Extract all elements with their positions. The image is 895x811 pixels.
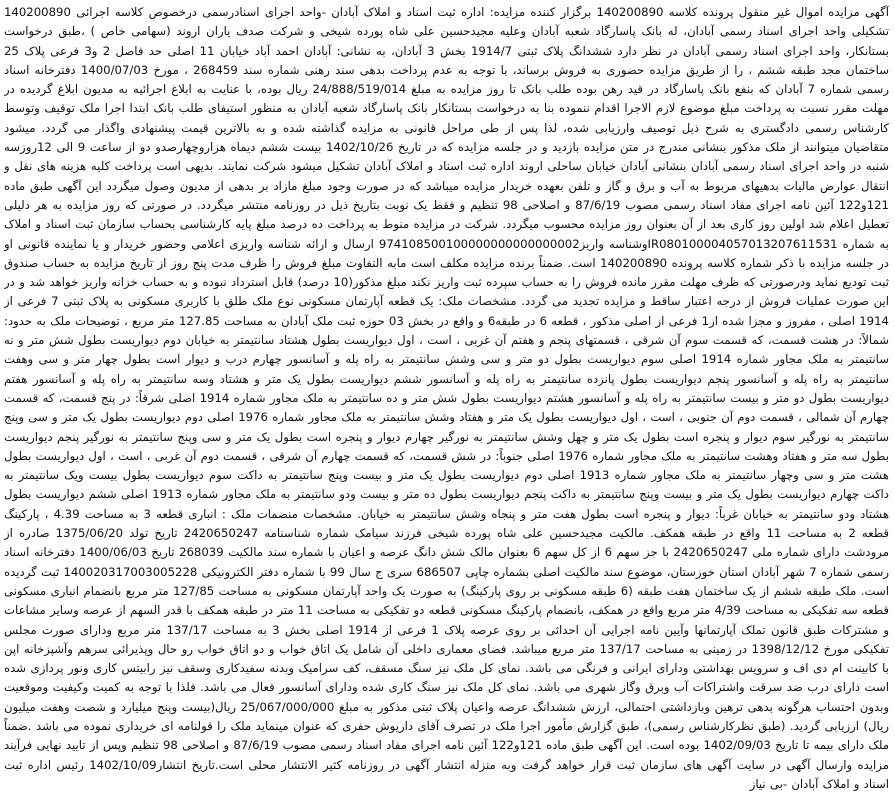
auction-notice-text: آگهی مزایده اموال غیر منقول پرونده کلاسه 140200890 برگزار کننده مزایده: اداره ثبت اسناد و املاک آبادان -واحد اجرای اسنادرسمی درخصوص کلاسه اجرائی 140200890 تشکیلی واحد اجرای اسناد رسمی آبادان، له بانک پاسارگاد شعبه آبادان وعلیه مجیدحسین علی شاه پورده شیخی و شرکت صدف یاران اروند (سهامی خاص ) ،طبق درخواست بستانکار، واحد اجرای اسناد رسمی آبادان در نظر دارد ششدانگ پلاک ثبتی 1914/7 بخش 3 آبادان، به نشانی: آبادان احمد آباد خیابان 11 اصلی حد فاصل 2 و3 فرعی پلاک 25 ساختمان مجد طبقه ششم ، را از طریق مزایده حضوری به فروش برساند، با توجه به عدم پرداخت بدهی سند رهنی شماره سند 268459 ، مورخ 1400/07/03 دفترخانه اسناد رسمی شماره 7 آبادان که بنفع بانک پاسارگاد در قید رهن بوده طلب بانک تا روز مزایده به مبلغ 24/888/519/014 ریال بوده، با عنایت به ابلاغ اجرائیه به مدیون ابلاغ گردیده در مهلت مقرر نسبت به پرداخت مبلغ موضوع لازم الاجرا اقدام ننموده بنا به درخواست بستانکار بانک پاسارگاد شعبه آبادان به منظور استیفای طلب بانک ابتدا اجرا ملک توقیف وتوسط کارشناس رسمی دادگستری به شرح ذیل توصیف وارزیابی شده، لذا پس از طی مراحل قانونی به مزایده گذاشته شده و به بالاترین قیمت پیشنهادی واگذار می گردد. میشود متقاضیان میتوانند از ملک مذکور بنشانی مندرج در متن مزایده بازدید و در جلسه مزایده که در تاریخ 1402/10/26 بیست ششم دیماه هزاروچهارصدو دو از ساعت 9 الی 12روزسه شنبه در واحد اجرای اسناد رسمی آبادان بنشانی آبادان خیابان ساحلی اروند اداره ثبت اسناد و املاک آبادان تشکیل میشود شرکت نمایند. بدیهی است پرداخت کلیه هزینه های نقل و انتقال عوارض مالیات بدهیهای مربوط به آب و برق و گاز و تلفن بعهده خریدار مزایده میباشد که در صورت وجود مبلغ مازاد بر بدهی از مدیون وصول میگردد این آگهی طبق ماده 121و122 آئین نامه اجرای مفاد اسناد رسمی مصوب 87/6/19 و اصلاحی 98 تنظیم و فقط یک نوبت بتاریخ ذیل در روزنامه منتشر میگردد. در صورتی که روز مزایده به هر دلیلی تعطیل اعلام شد اولین روز کاری بعد از آن بعنوان روز مزایده محسوب میگردد. شرکت در مزایده منوط به پرداخت ده درصد مبلغ پایه کارشناسی بحساب سازمان ثبت اسناد و املاک به شماره IR080100004057013207611531وشناسه واریز974108500100000000000000002 ارسال و ارائه شناسه واریزی اعلامی وحضور خریدار و یا نماینده قانونی او در جلسه مزایده با ذکر شماره کلاسه پرونده 140200890 است. ضمناً برنده مزایده مکلف است مابه التفاوت مبلغ فروش را ظرف مدت پنج روز از تاریخ مزایده به حساب صندوق ثبت تودیع نماید ودرصورتی که ظرف مهلت مقرر مانده فروش را به حساب سپرده ثبت واریز نکند مبلغ مذکور(10 درصد) قابل استرداد نبوده و به حساب خزانه واریز خواهد شد و در این صورت عملیات فروش از درجه اعتبار ساقط و مزایده تجدید می گردد. مشخصات ملک: یک قطعه آپارتمان مسکونی نوع ملک طلق با کاربری مسکونی به پلاک ثبتی 7 فرعی از 1914 اصلی ، مفروز و مجزا شده از1 فرعی از اصلی مذکور ، قطعه 6 در طبقه6 و واقع در بخش 03 حوزه ثبت ملک آبادان به مساحت 127.85 متر مربع ، توضیحات ملک به حدود: شمالاً: در هشت قسمت، که قسمت سوم آن شرقی ، قسمتهای پنجم و هفتم آن غربی ، است ، اول دیواریست بطول هشتاد سانتیمتر به خیابان دوم دیواریست بطول شش متر و نه سانتیمتر به ملک مجاور شماره 1914 اصلی سوم دیواریست بطول دو متر و سی وشش سانتیمتر به راه پله و آسانسور چهارم درب و دیوار است بطول چهار متر و سی وهفت سانتیمتر به راه پله و آسانسور پنجم دیواریست بطول پانزده سانتیمتر به راه پله و آسانسور ششم دیواریست بطول یک متر و هشتاد وسه سانتیمتر به راه پله و آسانسور هفتم دیواریست بطول دو متر و بیست سانتیمتر به راه پله و آسانسور هشتم دیواریست بطول شش متر و ده سانتیمتر به ملک مجاور شماره 1914 اصلی شرقاً: در پنج قسمت، که قسمت چهارم آن شمالی ، قسمت دوم آن جنوبی ، است ، اول دیواریست بطول یک متر و هفتاد وشش سانتیمتر به ملک مجاور شماره 1976 اصلی دوم دیواریست بطول یک متر و سی وپنج سانتیمتر به نورگیر سوم دیوار و پنجره است بطول یک متر و چهل وشش سانتیمتر به نورگیر چهارم دیوار و پنجره است بطول یک متر و سی وپنج سانتیمتر به نورگیر پنجم دیواریست بطول سه متر و هفتاد وهشت سانتیمتر به ملک مجاور شماره 1976 اصلی جنوباً: در شش قسمت، که قسمت چهارم آن شرقی ، قسمت دوم آن غربی ، است ، اول دیواریست بطول هشت متر و سی وچهار سانتیمتر به ملک مجاور شماره 1913 اصلی دوم دیواریست بطول یک متر و بیست وپنج سانتیمتر به داکت سوم دیواریست بطول بیست ویک سانتیمتر به داکت چهارم دیواریست بطول یک متر و بیست وپنج سانتیمتر به داکت پنجم دیواریست بطول ده متر و بیست ودو سانتیمتر به ملک مجاور شماره 1913 اصلی ششم دیواریست بطول هشتاد ودو سانتیمتر به خیابان غرباً: دیوار و پنجره است بطول هفت متر و پنجاه وشش سانتیمتر به خیابان. مشخصات منضمات ملک : انباری قطعه 3 به مساحت 4.39 ، پارکینگ قطعه 2 به مساحت 11 واقع در طبقه همکف. مالکیت مجیدحسین علی شاه پورده شیخی فرزند سیامک شماره شناسنامه 2420650247 تاریخ تولد 1375/06/20 صادره از مرودشت دارای شماره ملی 2420650247 با جز سهم 6 از کل سهم 6 بعنوان مالک شش دانگ عرصه و اعیان با شماره سند مالکیت 268039 تاریخ 1400/06/03 دفترخانه اسناد رسمی شماره 7 شهر آبادان استان خوزستان، موضوع سند مالکیت اصلی بشماره چاپی 686507 سری ج سال 99 با شماره دفتر الکترونیکی 140020317003005228 ثبت گردیده است. ملک طبقه ششم از یک ساختمان هفت طبقه (6 طبقه مسکونی بر روی پارکینگ) به صورت یک واحد آپارتمان مسکونی به مساحت 127/85 متر مربع بانضمام انباری مسکونی قطعه سه تفکیکی به مساحت 4/39 متر مربع واقع در همکف، بانضمام پارکینگ مسکونی قطعه دو تفکیکی به مساحت 11 متر در طبقه همکف با قدر السهم از عرصه وسایر مشاعات و مشترکات طبق قانون تملک آپارتمانها وآیین نامه اجرایی آن احداثی بر روی عرصه پلاک 1 فرعی از 1914 اصلی بخش 3 به مساحت 137/17 متر مربع ودارای صورت مجلس تفکیکی مورخ 1398/12/12 در زمینی به مساحت 137/17 متر مربع میباشد. فضای معماری داخلی آن شامل یک اتاق خواب و دو اتاق خواب رو حال وپذیرائی سرهم وآشپزخانه اپن با کابینت ام دی اف و سرویس بهداشتی ودارای ایرانی و فرنگی می باشد. نمای کل ملک نیز سنگ مسقف، کف سرامیک وبدنه سفیدکاری وسقف نیز رابیتس کاری ونور پردازی شده است دارای درب ضد سرقت واشتراکات آب وبرق وگاز شهری می باشد. نمای کل ملک نیز سنگ کاری شده ودارای آسانسور فعال می باشد. فلذا با توجه به کمیت وکیفیت وموقعیت وبدون احتساب هرگونه بدهی ترهین وبازداشتی احتمالی، ارزش ششدانگ عرصه واعیان پلاک ثبتی مذکور به مبلغ 25/067/000/000 ریال(بیست وپنج میلیارد و شصت وهفت میلیون ریال) ارزیابی گردید. (طبق نظرکارشناس رسمی)، طبق گزارش مأمور اجرا ملک در تصرف آقای داریوش حفری که عنوان مینماید ملک را قولنامه ای خریداری نموده می باشد .ضمناً ملک دارای بیمه تا تاریخ 1402/09/03 بوده است. این آگهی طبق ماده 121و122 آئین نامه اجرای مفاد اسناد رسمی مصوب 87/6/19 و اصلاحی 98 تنظیم وپس از تایید نهایی فرآیند مزایده وارسال آگهی در سایت آگهی های سازمان ثبت قرار خواهد گرفت وبه منزله انتشار آگهی در روزنامه کثیر الانتشار محلی است.تاریخ انتشار1402/10/09 رئیس اداره ثبت اسناد و املاک آبادان -بی نیاز bbox=[4, 5, 889, 791]
